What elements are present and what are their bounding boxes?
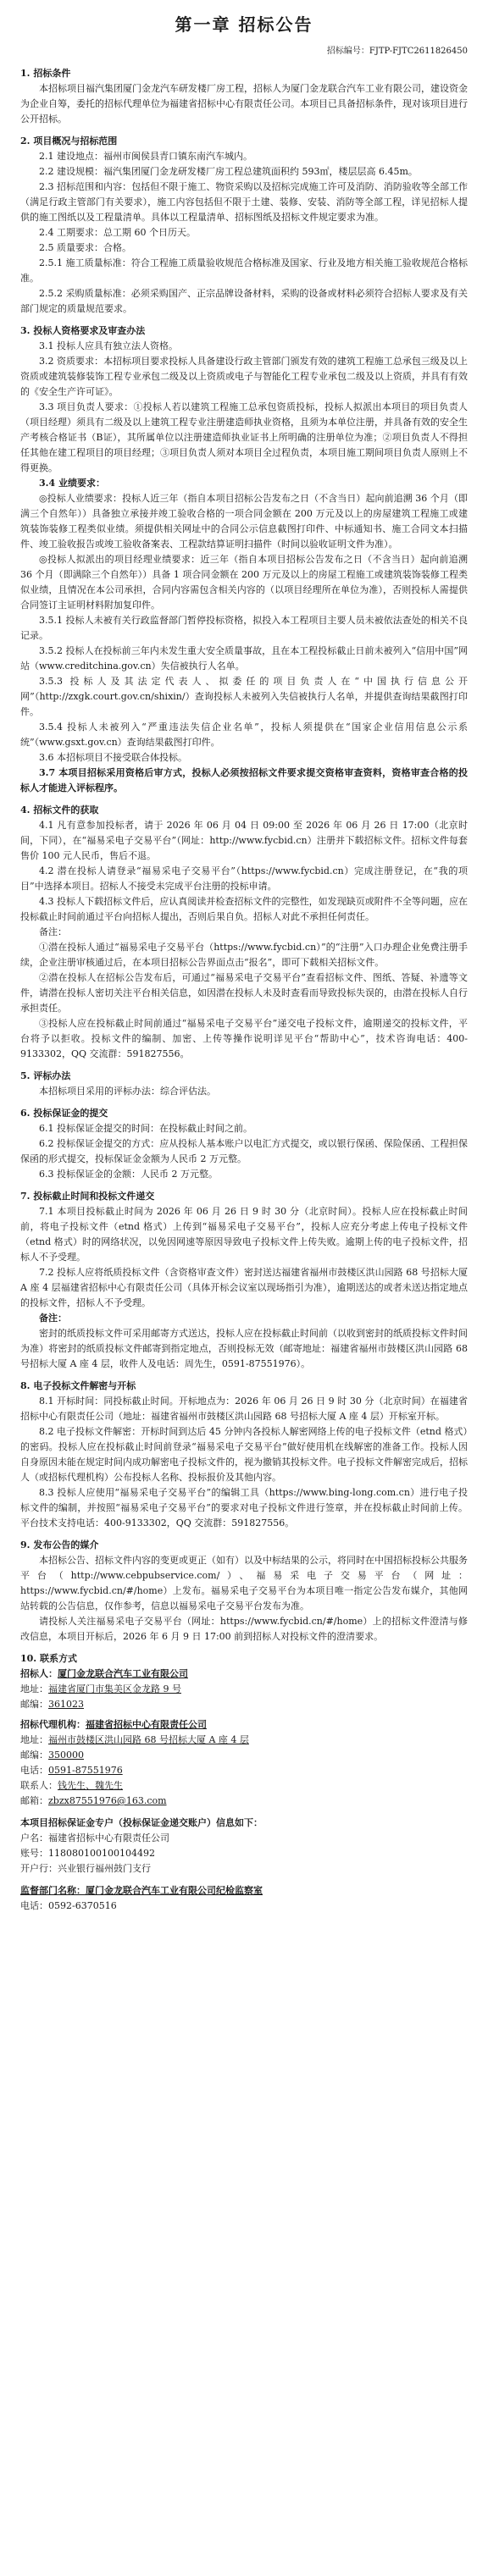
section-3-item: 3.1 投标人应具有独立法人资格。 <box>39 340 178 351</box>
section-3-item: 3.2 资质要求：本招标项目要求投标人具备建设行政主管部门颁发有效的建筑工程施工总承包三级及以上资质或建筑装修装饰工程专业承包二级及以上资质或电子与智能化工程专业承包二级及以上资质，并具有有效的《安全生产许可证》。 <box>20 356 468 397</box>
section-8-item: 8.2 电子投标文件解密：开标时间到达后 45 分钟内各投标人解密网络上传的电子投标文件（etnd 格式）的密码。投标人应在投标截止时间前登录“福易采电子交易平台”做好使用机在线解密的准备工作。投标人因自身原因未能在规定时间内成功解密电子投标文件的，视为撤销其投标文件。电子投标文件解密完成后，招标人（或招标代理机构）公布投标人名称、投标报价及其他内容。 <box>20 1426 468 1483</box>
agent-email-label: 邮箱： <box>20 1795 48 1806</box>
section-7-item: 7.1 本项目投标截止时间为 2026 年 06 月 26 日 9 时 30 分（北京时间）。投标人应在投标截止时间前，将电子投标文件（etnd 格式）上传到“福易采电子交易平台”，投标人应充分考虑上传电子投标文件（etnd 格式）时的网络状况，以免因网速等原因导致电子投标文件上传失败。逾期上传的电子投标文件，招标人不予受理。 <box>20 1206 468 1263</box>
agent-contact-label: 联系人： <box>20 1780 58 1791</box>
deposit-account-name-row <box>20 1831 468 1846</box>
section-3-4-item: ◎投标人拟派出的项目经理业绩要求：近三年（指自本项目招标公告发布之日（不含当日）起向前追溯 36 个月（即满除三个自然年））具备 1 项合同金额在 200 万元及以上的房屋工程施工或建筑装饰装修工程类似业绩，且情况在本公司承担，合同内容需包含相关内容的（以项目经理所在单位为准），否则投标人需提供合同签订主证明材料附加复印件。 <box>20 554 468 611</box>
deposit-account-bank-label: 开户行： <box>20 1863 58 1874</box>
section-4-item: 4.2 潜在投标人请登录“福易采电子交易平台”（https://www.fycbid.cn）完成注册登记，在“我的项目”中选择本项目。招标人不接受未完成平台注册的投标申请。 <box>20 865 468 892</box>
section-5-title: 5. 评标办法 <box>20 1070 71 1081</box>
agent-tel-row <box>20 1763 468 1778</box>
section-3-item: 3.6 本招标项目不接受联合体投标。 <box>39 752 187 763</box>
supervision-tel-label: 电话： <box>20 1900 48 1911</box>
section-8-item: 8.1 开标时间：同投标截止时间。开标地点为：2026 年 06 月 26 日 9 时 30 分（北京时间）在福建省招标中心有限责任公司（地址：福建省福州市鼓楼区洪山园路 68 号招标大厦 A 座 4 层）开标室开标。 <box>20 1396 468 1422</box>
section-4-note: ②潜在投标人在招标公告发布后，可通过“福易采电子交易平台”查看招标文件、图纸、答疑、补遗等文件，请潜在投标人密切关注平台相关信息，如因潜在投标人未及时查看而导致投标失误的，由潜在投标人自行承担责任。 <box>20 972 468 1014</box>
section-3-item: 3.5.1 投标人未被有关行政监督部门暂停投标资格，拟投入本工程项目主要人员未被依法查处的相关不良记录。 <box>20 615 468 641</box>
section-3-title: 3. 投标人资格要求及审查办法 <box>20 325 146 336</box>
agent-email: zbzx87551976@163.com <box>48 1795 167 1806</box>
agent-name: 福建省招标中心有限责任公司 <box>86 1719 207 1730</box>
section-7-note-title: 备注： <box>39 1313 67 1324</box>
deposit-account-number-row <box>20 1846 468 1861</box>
section-7-title: 7. 投标截止时间和投标文件递交 <box>20 1191 155 1202</box>
deposit-account-bank: 兴业银行福州鼓门支行 <box>58 1863 151 1874</box>
section-3-item-bold: 3.7 本项目招标采用资格后审方式，投标人必须按招标文件要求提交资格审查资料，资格审查合格的投标人才能进入评标程序。 <box>20 767 468 793</box>
section-2-item: 2.5.2 采购质量标准：必须采购国产、正宗品牌设备材料，采购的设备或材料必须符合招标人要求及有关部门规定的质量规范要求。 <box>20 288 468 314</box>
agent-zip: 350000 <box>48 1750 84 1761</box>
section-9-title: 9. 发布公告的媒介 <box>20 1540 99 1551</box>
section-7-item: 7.2 投标人应将纸质投标文件（含资格审查文件）密封送达福建省福州市鼓楼区洪山园路 68 号招标大厦 A 座 4 层福建省招标中心有限责任公司（具体开标会议室以现场指引为准），逾期送达的或者未送达指定地点的投标文件，招标人不予受理。 <box>20 1267 468 1308</box>
deposit-account-name-label: 户名： <box>20 1832 48 1844</box>
tenderer-zip-row <box>20 1697 468 1712</box>
tender-number: 招标编号：FJTP-FJTC2611826450 <box>326 47 468 56</box>
agent-address-row <box>20 1733 468 1748</box>
deposit-account-bank-row <box>20 1861 468 1877</box>
section-1-text: 本招标项目福汽集团厦门金龙汽车研发楼厂房工程，招标人为厦门金龙联合汽车工业有限公司，建设资金为企业自筹，委托的招标代理单位为福建省招标中心有限责任公司。本项目已具备招标条件，现对该项目进行公开招标。 <box>20 83 468 124</box>
agent-address-label: 地址： <box>20 1734 48 1745</box>
section-6-item: 6.3 投标保证金的金额：人民币 2 万元整。 <box>39 1169 218 1180</box>
tenderer-address-label: 地址： <box>20 1683 48 1694</box>
agent-email-row <box>20 1794 468 1809</box>
section-4-title: 4. 招标文件的获取 <box>20 804 99 815</box>
section-8-title: 8. 电子投标文件解密与开标 <box>20 1380 136 1391</box>
deposit-account-number-label: 账号： <box>20 1848 48 1859</box>
agent-contact: 钱先生、魏先生 <box>58 1780 123 1791</box>
section-1-title: 1. 招标条件 <box>20 68 71 79</box>
section-2-item: 2.1 建设地点：福州市闽侯县青口镇东南汽车城内。 <box>39 151 252 162</box>
section-6-item: 6.2 投标保证金提交的方式：应从投标人基本账户以电汇方式提交，或以银行保函、保险保函、工程担保保函的形式提交，投标保证金金额为人民币 2 万元整。 <box>20 1138 468 1164</box>
section-7-note: 密封的纸质投标文件可采用邮寄方式送达，投标人应在投标截止时间前（以收到密封的纸质投标文件时间为准）将密封的纸质投标文件邮寄到指定地点，否则投标无效（邮寄地址：福建省福州市鼓楼区洪山园路 68 号招标大厦 A 座 4 层，收件人及电话：周先生，0591-87551976）。 <box>20 1328 468 1369</box>
agent-row <box>20 1717 468 1733</box>
agent-address: 福州市鼓楼区洪山园路 68 号招标大厦 A 座 4 层 <box>48 1734 249 1745</box>
deposit-account-title: 本项目招标保证金专户（投标保证金递交账户）信息如下： <box>20 1817 263 1828</box>
agent-tel-label: 电话： <box>20 1765 48 1776</box>
section-8-item: 8.3 投标人应使用“福易采电子交易平台”的编辑工具（https://www.bing-long.com.cn）进行电子投标文件的编制，并按照“福易采电子交易平台”的要求对电子投标文件进行签章，并在投标截止时间前上传。平台技术支持电话：400-9133302，QQ 交流群：591827556。 <box>20 1487 468 1528</box>
supervision-tel: 0592-6370516 <box>48 1900 117 1911</box>
agent-zip-label: 邮编： <box>20 1750 48 1761</box>
tenderer-address-row <box>20 1682 468 1697</box>
deposit-account-name: 福建省招标中心有限责任公司 <box>48 1832 169 1844</box>
agent-zip-row <box>20 1748 468 1763</box>
supervision-tel-row <box>20 1899 468 1914</box>
agent-tel: 0591-87551976 <box>48 1765 123 1776</box>
section-3-item: 3.5.3 投标人及其法定代表人、拟委任的项目负责人在“中国执行信息公开网”（http://zxgk.court.gov.cn/shixin/）查询投标人未被列入失信被执行人名单，并提供查询结果截图打印件。 <box>20 676 468 717</box>
section-3-item: 3.5.4 投标人未被列入“严重违法失信企业名单”，投标人须提供在“国家企业信用信息公示系统”（www.gsxt.gov.cn）查询结果截图打印件。 <box>20 721 468 748</box>
section-2-title: 2. 项目概况与招标范围 <box>20 135 118 146</box>
section-2-item: 2.4 工期要求：总工期 60 个日历天。 <box>39 227 196 238</box>
page-title: 第一章 招标公告 <box>175 14 313 35</box>
section-3-item: 3.3 项目负责人要求：①投标人若以建筑工程施工总承包资质投标，投标人拟派出本项目的项目负责人（项目经理）须具有二级及以上建筑工程专业注册建造师执业资格，且须为本单位注册，并具备有效的安全生产考核合格证书（B证），其所属单位以注册建造师执业证书上所明确的注册单位为准；②项目负责人不得担任其他在建工程项目的项目经理；③项目负责人须对本项目全过程负责，本项目施工期间项目负责人原则上不得更换。 <box>20 401 468 473</box>
tenderer-zip-label: 邮编： <box>20 1699 48 1710</box>
section-4-item: 4.1 凡有意参加投标者，请于 2026 年 06 月 04 日 09:00 至 2026 年 06 月 26 日 17:00（北京时间，下同），在“福易采电子交易平台”（网址：http://www.fycbid.cn）注册并下载招标文件。招标文件每套售价 100 元人民币，售后不退。 <box>20 820 468 861</box>
tenderer-address: 福建省厦门市集美区金龙路 9 号 <box>48 1683 181 1694</box>
section-9-text: 请投标人关注福易采电子交易平台（网址：https://www.fycbid.cn/#/home）上的招标文件澄清与修改信息，本项目开标后，2026 年 6 月 9 日 17:00 前到招标人对投标文件的澄清要求。 <box>20 1616 468 1642</box>
section-2-item: 2.5 质量要求：合格。 <box>39 242 131 253</box>
section-2-item: 2.2 建设规模：福汽集团厦门金龙研发楼厂房工程总建筑面积约 593㎡，楼层层高 6.45m。 <box>39 166 418 177</box>
section-4-note-title: 备注： <box>39 926 67 937</box>
supervision-dept: 监督部门名称：厦门金龙联合汽车工业有限公司纪检监察室 <box>20 1885 263 1896</box>
tenderer-zip: 361023 <box>48 1699 84 1710</box>
section-3-item: 3.5.2 投标人在投标前三年内未发生重大安全质量事故，且在本工程投标截止日前未被列入“信用中国”网站（www.creditchina.gov.cn）失信被执行人名单。 <box>20 645 468 672</box>
section-4-note: ①潜在投标人通过“福易采电子交易平台（https://www.fycbid.cn）”的“注册”入口办理企业免费注册手续，企业注册审核通过后，在本项目招标公告界面点击“报名”，即可下载相关招标文件。 <box>20 942 468 968</box>
section-4-item: 4.3 投标人下载招标文件后，应认真阅读并检查招标文件的完整性，如发现缺页或附件不全等问题，应在投标截止时间前通过平台向招标人提出，否则后果自负。招标人对此不承担任何责任。 <box>20 896 468 922</box>
deposit-account-number: 118080100100104492 <box>48 1848 155 1859</box>
section-5-text: 本招标项目采用的评标办法：综合评估法。 <box>39 1086 216 1097</box>
tenderer-row <box>20 1667 468 1682</box>
agent-label: 招标代理机构： <box>20 1719 86 1730</box>
section-10-title: 10. 联系方式 <box>20 1653 77 1664</box>
section-3-4-title: 3.4 业绩要求： <box>39 478 105 489</box>
agent-contact-row <box>20 1778 468 1794</box>
section-6-title: 6. 投标保证金的提交 <box>20 1108 108 1119</box>
tenderer-label: 招标人： <box>20 1668 58 1679</box>
tenderer-name: 厦门金龙联合汽车工业有限公司 <box>58 1668 188 1679</box>
section-4-note: ③投标人应在投标截止时间前通过“福易采电子交易平台”递交电子投标文件，逾期递交的投标文件，平台将予以拒收。投标文件的编制、加密、上传等操作说明详见平台“帮助中心”，技术咨询电话：400-9133302，QQ 交流群：591827556。 <box>20 1018 468 1059</box>
section-9-text: 本招标公告、招标文件内容的变更或更正（如有）以及中标结果的公示，将同时在中国招标投标公共服务平台（http://www.cebpubservice.com/）、福易采电子交易平台（网址：https://www.fycbid.cn/#/home）上发布。福易采电子交易平台为本项目唯一指定公告发布媒介，其他网站转载的公告信息，仅作参考，信息以福易采电子交易平台发布为准。 <box>20 1555 468 1611</box>
section-2-item: 2.5.1 施工质量标准：符合工程施工质量验收规范合格标准及国家、行业及地方相关施工验收规范合格标准。 <box>20 257 468 284</box>
section-2-item: 2.3 招标范围和内容：包括但不限于施工、物资采购以及招标完成施工许可及消防、消防验收等全部工作（满足行政主管部门有关要求），施工内容包括但不限于土建、装修、安装、消防等全部工程，详见招标人提供的施工图纸以及工程量清单。具体以工程量清单、招标图纸及招标文件规定要求为准。 <box>20 181 468 223</box>
section-6-item: 6.1 投标保证金提交的时间：在投标截止时间之前。 <box>39 1123 252 1134</box>
section-3-4-item: ◎投标人业绩要求：投标人近三年（指自本项目招标公告发布之日（不含当日）起向前追溯 36 个月（即满三个自然年））具备独立承接并竣工验收合格的一项合同金额在 200 万元及以上的房屋建筑工程施工或建筑装饰装修工程类似业绩。须提供相关网址中的合同公示信息截图打印件、中标通知书、施工合同文本扫描件、竣工验收报告或竣工验收备案表、工程款结算证明扫描件（时间以验收证明文件为准）。 <box>20 493 468 550</box>
